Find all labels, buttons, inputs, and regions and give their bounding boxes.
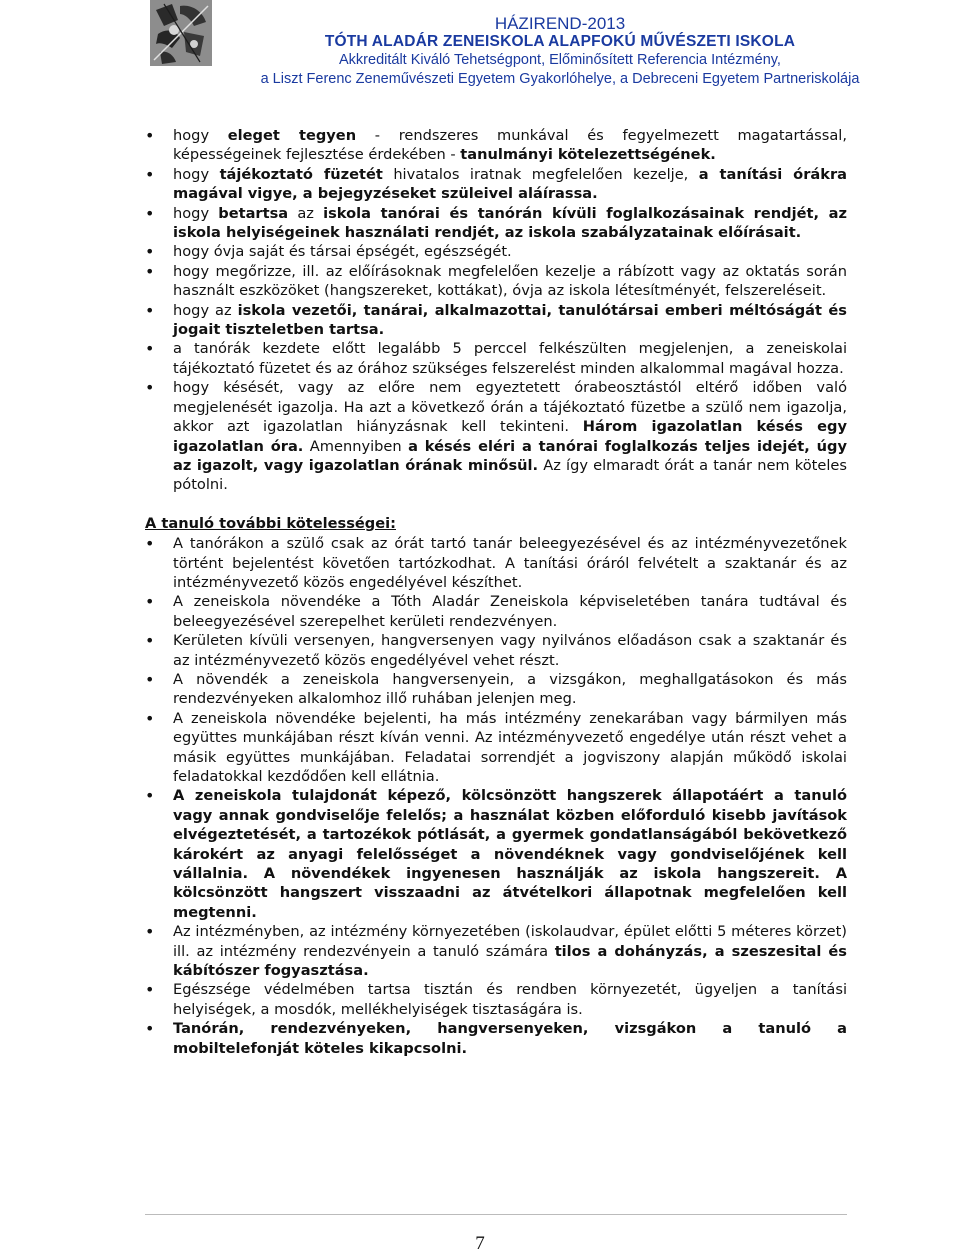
list-item (145, 262, 847, 301)
bold-text: iskola vezetői, tanárai, alkalmazottai, tanulótársai emberi méltóságát és jogait tiszteletben tartsa. (173, 301, 847, 339)
text-segment: Kerületen kívüli versenyen, hangversenyen vagy nyilvános előadáson csak a szaktanár és az intézményvezető közös engedélyével vehet részt. (173, 632, 847, 669)
text-segment: A zeneiskola növendéke bejelenti, ha más intézmény zenekarában vagy bármilyen más együttes munkájában részt kíván venni. Az intézményvezető engedélye után részt vehet a másik együttes munkájában. Feladatai sorrendjét a jogviszony alapján működő iskolai feladatokkal kezdődően kell ellátnia. (173, 709, 847, 785)
bold-text: Három igazolatlan késés egy igazolatlan óra. (173, 418, 847, 455)
text-segment: A tanórákon a szülő csak az órát tartó tanár beleegyezésével és az intézményvezetőnek történt bejelentést követően tartózkodhat. A tanítási óráról felvételt a szaktanár és az intézményvezető közös engedélyével készíthet. (173, 535, 847, 591)
bold-text: betartsa (218, 204, 289, 222)
text-segment: Az intézményben, az intézmény környezetében (iskolaudvar, épület előtti 5 méteres körzet) ill. az intézmény rendezvényein a tanuló számára (173, 923, 847, 960)
header-text (160, 14, 960, 88)
list-item (145, 242, 847, 261)
bold-text: Tanórán, rendezvényeken, hangversenyeken, vizsgákon a tanuló a mobiltelefonját köteles kikapcsolni. (173, 1020, 847, 1057)
list-item (145, 534, 847, 592)
list-item (145, 786, 847, 922)
text-segment: A növendék a zeneiskola hangversenyein, a vizsgákon, meghallgatásokon és más rendezvényeken alkalomhoz illő ruhában jelenjen meg. (173, 670, 847, 708)
text-segment: hogy (173, 165, 220, 183)
list-item (145, 1019, 847, 1058)
list-item (145, 709, 847, 787)
page-header (0, 0, 960, 100)
text-segment: a tanórák kezdete előtt legalább 5 perccel felkészülten megjelenjen, a zeneiskolai tájékoztató füzetet és az órához szükséges felszerelést minden alkalommal magával hozza. (173, 340, 847, 377)
text-segment: hogy óvja saját és társai épségét, egészségét. (173, 243, 512, 261)
text-segment: hivatalos iratnak megfelelően kezelje, (382, 165, 699, 183)
bold-text: tájékoztató füzetét (219, 165, 383, 183)
bold-text: tilos a dohányzás, a szeszesital és kábítószer fogyasztása. (173, 942, 847, 980)
list-item (145, 339, 847, 378)
bold-text: iskola tanórai és tanórán kívüli foglalkozásainak rendjét, az iskola helyiségeinek használati rendjét, az iskola szabályzatainak előírásait. (173, 204, 847, 242)
bold-text: a tanítási órákra magával vigye, a bejegyzéseket szüleivel aláírassa. (173, 165, 848, 203)
text-segment: hogy megőrizze, ill. az előírásoknak megfelelően kezelje a rábízott vagy az oktatás során használt eszközöket (hangszereket, kottákat), óvja az iskola létesítményét, felszereléseit. (173, 262, 847, 300)
list-item (145, 592, 847, 631)
text-segment: az (288, 204, 324, 222)
footer-divider (145, 1214, 847, 1215)
text-segment: Amennyiben (303, 437, 409, 455)
text-segment: hogy (173, 127, 228, 144)
school-affiliations: a Liszt Ferenc Zeneművészeti Egyetem Gyakorlóhelye, a Debreceni Egyetem Partneriskolája (260, 71, 860, 87)
page-number: 7 (475, 1233, 485, 1254)
school-accreditation: Akkreditált Kiváló Tehetségpont, Előminősített Referencia Intézmény, (339, 52, 781, 68)
list-item (145, 301, 847, 340)
list-item (145, 670, 847, 709)
school-name: TÓTH ALADÁR ZENEISKOLA ALAPFOKÚ MŰVÉSZETI ISKOLA (324, 33, 796, 50)
student-duties-list (145, 126, 847, 495)
list-item (145, 631, 847, 670)
further-duties-list (145, 534, 847, 1058)
text-segment: Az így elmaradt órát a tanár nem köteles pótolni. (173, 456, 847, 494)
bold-text: a késés eléri a tanórai foglalkozás teljes idejét, úgy az igazolt, vagy igazolatlan órának minősül. (173, 437, 847, 474)
text-segment: Egészsége védelmében tartsa tisztán és rendben környezetét, ügyeljen a tanítási helyiségek, a mosdók, mellékhelyiségek tisztaságára is. (173, 981, 847, 1018)
section-title: A tanuló további kötelességei: (145, 514, 396, 532)
text-segment: hogy az (173, 301, 238, 319)
text-segment: A zeneiskola növendéke a Tóth Aladár Zeneiskola képviseletében tanára tudtával és beleegyezésével szerepelhet kerületi rendezvényen. (173, 593, 847, 630)
main-content (145, 126, 847, 1058)
text-segment: hogy késését, vagy az előre nem egyeztetett órabeosztástól eltérő időben való megjelenését igazolja. Ha azt a következő órán a tájékoztató füzetbe a szülő nem igazolja, akkor azt igazolatlan hiányzásnak kell tekinteni. (173, 379, 847, 436)
text-segment: - rendszeres munkával és fegyelmezett magatartással, képességeinek fejlesztése érdekében - (173, 127, 847, 164)
list-item (145, 922, 847, 980)
document-title: HÁZIREND-2013 (494, 14, 626, 33)
list-item (145, 980, 847, 1019)
bold-text: tanulmányi kötelezettségének. (460, 146, 716, 164)
list-item (145, 378, 847, 494)
bold-text: A zeneiskola tulajdonát képező, kölcsönzött hangszerek állapotáért a tanuló vagy annak gondviselője felelős; a használat közben előforduló kisebb javítások elvégeztetését, a tartozékok pótlását, a gyermek gondatlanságából bekövetkező károkért az anyagi felelősséget a növendéknek vagy gondviselőjének kell vállalnia. A növendékek ingyenesen használják az iskola hangszereit. A kölcsönzött hangszert visszaadni az átvételkori állapotnak megfelelően kell megtenni. (173, 787, 847, 921)
list-item (145, 165, 847, 204)
text-segment: hogy (173, 204, 219, 222)
list-item (145, 204, 847, 243)
bold-text: eleget tegyen (227, 127, 357, 144)
spacer (145, 495, 847, 514)
list-item (145, 126, 847, 165)
